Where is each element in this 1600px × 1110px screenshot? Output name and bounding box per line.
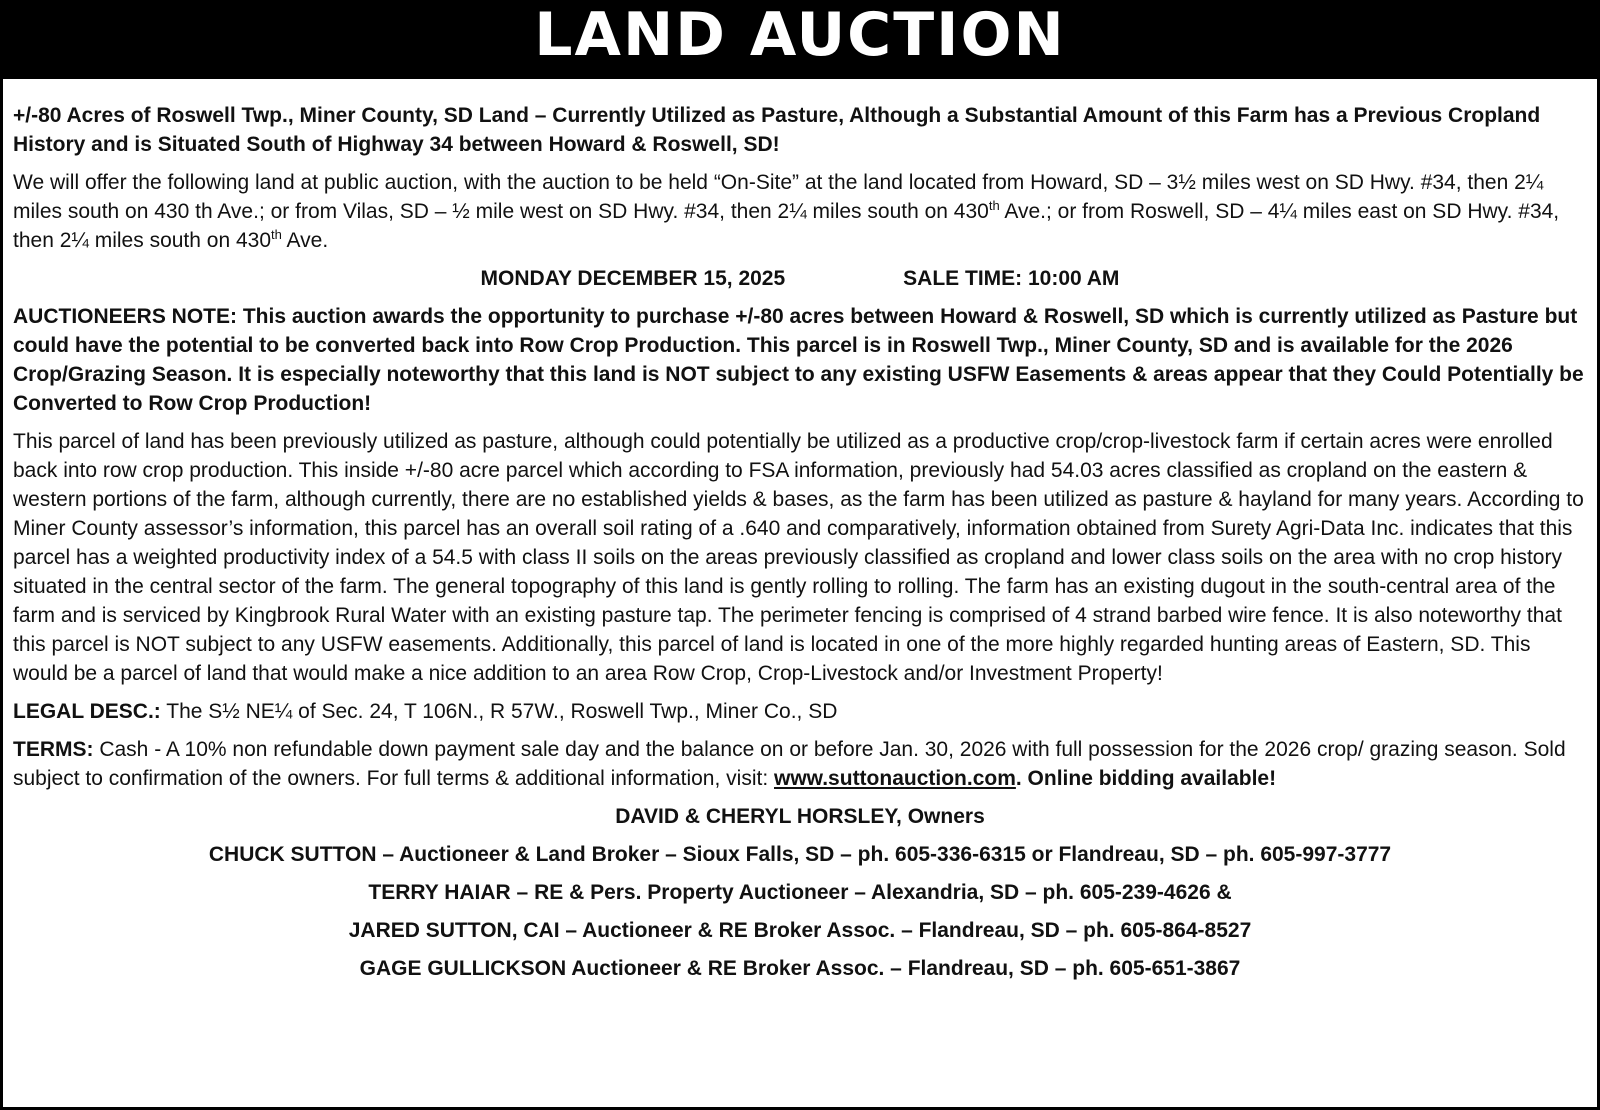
ordinal-suffix: th xyxy=(988,198,1000,213)
headline: +/-80 Acres of Roswell Twp., Miner County, SD Land – Currently Utilized as Pasture, Although a Substantial Amount of this Farm has a Previous Cropland History and is Situated South of Highway 34 between Howard & Roswell, SD! xyxy=(13,104,1541,156)
contact-line: TERRY HAIAR – RE & Pers. Property Auctioneer – Alexandria, SD – ph. 605-239-4626 & xyxy=(368,881,1232,904)
legal-text: The S½ NE¼ of Sec. 24, T 106N., R 57W., Roswell Twp., Miner Co., SD xyxy=(160,700,838,723)
parcel-description: This parcel of land has been previously utilized as pasture, although could potentially be utilized as a productive crop/crop-livestock farm if certain acres were enrolled back into row crop production. This inside +/-80 acre parcel which according to FSA information, previously had 54.03 acres classified as cropland on the eastern & western portions of the farm, although currently, there are no established yields & bases, as the farm has been utilized as pasture & hayland for many years. According to Miner County assessor’s information, this parcel has an overall soil rating of a .640 and comparatively, information obtained from Surety Agri-Data Inc. indicates that this parcel has a weighted productivity index of a 54.5 with class II soils on the areas previously classified as cropland and lower class soils on the area with no crop history situated in the central sector of the farm. The general topography of this land is gently rolling to rolling. The farm has an existing dugout in the south-central area of the farm and is serviced by Kingbrook Rural Water with an existing pasture tap. The perimeter fencing is comprised of 4 strand barbed wire fence. It is also noteworthy that this parcel is NOT subject to any USFW easements. Additionally, this parcel of land is located in one of the more highly regarded hunting areas of Eastern, SD. This would be a parcel of land that would make a nice addition to an area Row Crop, Crop-Livestock and/or Investment Property! xyxy=(13,430,1584,685)
auctioneers-note: AUCTIONEERS NOTE: This auction awards the opportunity to purchase +/-80 acres between Howard & Roswell, SD which is currently utilized as Pasture but could have the potential to be converted back into Row Crop Production. This parcel is in Roswell Twp., Miner County, SD and is available for the 2026 Crop/Grazing Season. It is especially noteworthy that this land is NOT subject to any existing USFW Easements & areas appear that they Could Potentially be Converted to Row Crop Production! xyxy=(13,305,1584,415)
terms-tail: . Online bidding available! xyxy=(1015,767,1277,790)
terms xyxy=(13,735,1587,793)
sale-time: SALE TIME: 10:00 AM xyxy=(903,267,1120,290)
contact-line: JARED SUTTON, CAI – Auctioneer & RE Broker Assoc. – Flandreau, SD – ph. 605-864-8527 xyxy=(348,919,1252,942)
contact-line: GAGE GULLICKSON Auctioneer & RE Broker Assoc. – Flandreau, SD – ph. 605-651-3867 xyxy=(359,957,1241,980)
ad-title: LAND AUCTION xyxy=(3,3,1597,79)
directions-text-1: We will offer the following land at public auction, with the auction to be held “On-Site” at the land located from Howard, SD – 3½ miles west on SD Hwy. #34, then 2¼ miles south on 430 th Ave.; or from Vilas, SD – ½ mile west on SD Hwy. #34, then 2¼ miles south on 430 xyxy=(13,171,1544,223)
ordinal-suffix: th xyxy=(271,227,282,242)
contact-line: CHUCK SUTTON – Auctioneer & Land Broker – Sioux Falls, SD – ph. 605-336-6315 or Flandreau, SD – ph. 605-997-3777 xyxy=(208,843,1392,866)
legal-label: LEGAL DESC.: xyxy=(13,700,161,723)
terms-label: TERMS: xyxy=(13,738,94,761)
directions-text-3: Ave. xyxy=(281,229,329,252)
owners: DAVID & CHERYL HORSLEY, Owners xyxy=(615,805,985,828)
website-link[interactable]: www.suttonauction.com xyxy=(774,767,1016,790)
legal-description xyxy=(13,697,1587,726)
terms-text: Cash - A 10% non refundable down payment sale day and the balance on or before Jan. 30, 2026 with full possession for the 2026 crop/ grazing season. Sold subject to confirmation of the owners. For full terms & additional information, visit: xyxy=(13,738,1566,790)
directions-text-2: Ave.; or from Roswell, SD – 4¼ miles east on SD Hwy. #34, then 2¼ miles south on 430 xyxy=(13,200,1560,252)
sale-date-row xyxy=(13,264,1587,293)
sale-date: MONDAY DECEMBER 15, 2025 xyxy=(480,267,786,290)
ad-body xyxy=(3,79,1597,983)
directions xyxy=(13,168,1587,255)
